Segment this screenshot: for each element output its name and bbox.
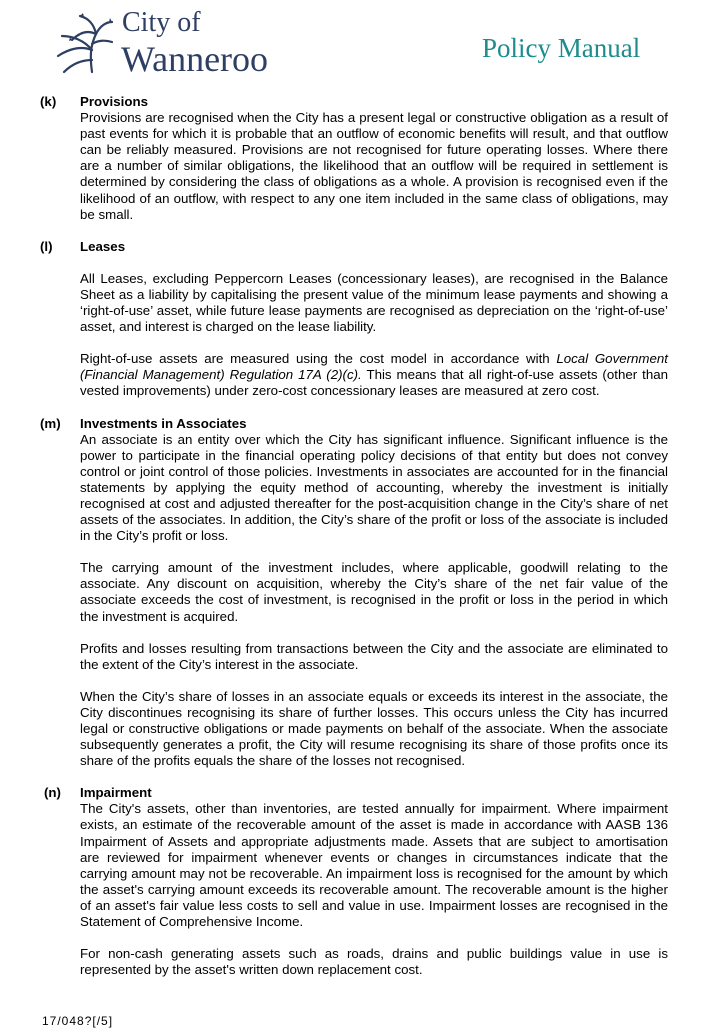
paragraph: All Leases, excluding Peppercorn Leases (concessionary leases), are recognised in the Balance Sheet as a liability by capitalising the present value of the minimum lease payments and showing a ‘right-of-use’ asset, while future lease payments are recognised as depreciation on the ‘right-of-use’ asset, and interest is charged on the lease liability. (80, 270, 668, 335)
policy-manual-title: Policy Manual (482, 33, 641, 63)
logo-text-city-of: City of (122, 7, 201, 38)
section-letter: (n) (44, 785, 61, 801)
paragraph: The City's assets, other than inventories, are tested annually for impairment. Where impairment exists, an estimate of the recoverable amount of the asset is made in accordance with AASB 136 Impairment of Assets and appropriate adjustments made. Assets that are subject to amortisation are reviewed for impairment whenever events or changes in circumstances indicate that the carrying amount may not be recoverable. An impairment loss is recognised for the amount by which the asset's carrying amount exceeds its recoverable amount. The recoverable amount is the higher of an asset's fair value less costs to sell and value in use. Impairment losses are recognised in the Statement of Comprehensive Income. (80, 801, 668, 930)
paragraph: An associate is an entity over which the City has significant influence. Significant influence is the power to participate in the financial operating policy decisions of that entity but does not convey control or joint control of those policies. Investments in associates are accounted for in the financial statements by applying the equity method of accounting, whereby the investment is initially recognised at cost and adjusted thereafter for the post-acquisition change in the City’s share of net assets of the associates. In addition, the City’s share of the profit or loss of the associate is included in the City’s profit or loss. (80, 431, 668, 544)
section-provisions (40, 94, 668, 223)
logo-text-wanneroo: Wanneroo (121, 39, 269, 79)
section-heading: Investments in Associates (80, 415, 247, 431)
section-letter: (l) (40, 238, 53, 254)
paragraph: For non-cash generating assets such as roads, drains and public buildings value in use is represented by the asset's written down replacement cost. (80, 946, 668, 978)
paragraph-text: Right-of-use assets are measured using the cost model in accordance with (80, 351, 557, 367)
paragraph (80, 351, 668, 399)
document-body (40, 94, 668, 978)
section-letter: (k) (40, 94, 57, 109)
paragraph: Provisions are recognised when the City has a present legal or constructive obligation as a result of past events for which it is probable that an outflow of economic benefits will result, and that outflow can be reliably measured. Provisions are not recognised for future operating losses. Where there are a number of similar obligations, the likelihood that an outflow will be required in settlement is determined by considering the class of obligations as a whole. A provision is recognised even if the likelihood of an outflow, with respect to any one item included in the same class of obligations, may be small. (80, 110, 668, 222)
section-heading: Leases (80, 238, 126, 254)
section-leases (40, 239, 668, 400)
paragraph-text: This means that all right-of-use assets (other than vested improvements) under zero-cost concessionary leases are measured at zero cost. (80, 367, 669, 399)
regulation-citation: Local Government (Financial Management) Regulation 17A (2)(c). (80, 351, 668, 383)
section-investments-in-associates (40, 416, 668, 770)
paragraph: Profits and losses resulting from transactions between the City and the associate are eliminated to the extent of the City’s interest in the associate. (80, 640, 668, 672)
section-heading: Impairment (80, 785, 152, 801)
paragraph: When the City’s share of losses in an associate equals or exceeds its interest in the associate, the City discontinues recognising its share of further losses. This occurs unless the City has incurred legal or constructive obligations or made payments on behalf of the associate. When the associate subsequently generates a profit, the City will resume recognising its share of those profits once its share of the profits equals the share of the losses not recognised. (80, 688, 668, 769)
section-impairment (40, 785, 668, 978)
page-header (0, 0, 706, 90)
wattle-frond-icon (52, 10, 114, 74)
paragraph: The carrying amount of the investment includes, where applicable, goodwill relating to the associate. Any discount on acquisition, whereby the City’s share of the net fair value of the associate exceeds the cost of investment, is recognised in the profit or loss in the period in which the investment is acquired. (80, 560, 668, 624)
document-reference-code: 17/048?[/5] (42, 1014, 114, 1028)
section-letter: (m) (40, 415, 61, 431)
section-heading: Provisions (80, 94, 148, 109)
